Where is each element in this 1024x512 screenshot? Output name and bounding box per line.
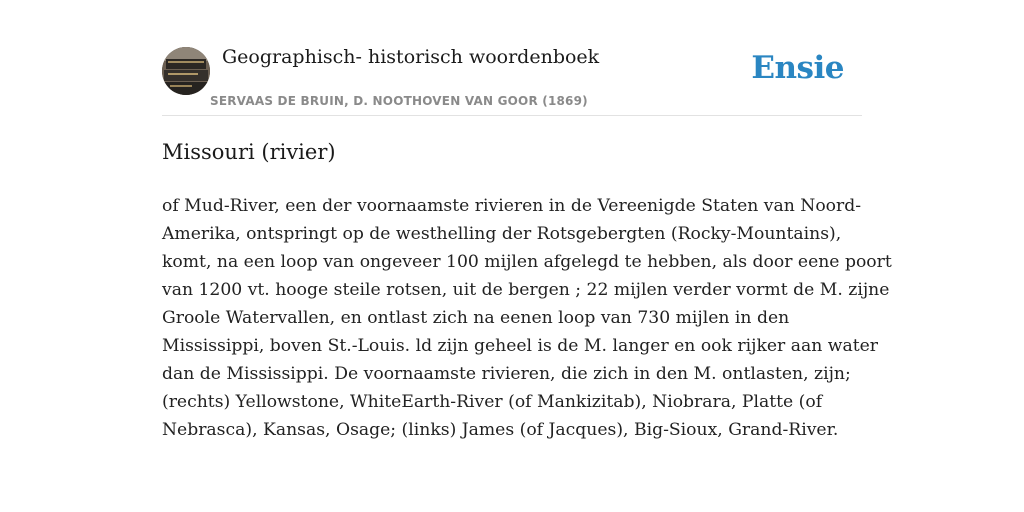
entry-line: of Mud-River, een der voornaamste rivieren in de Vereenigde Staten van Noord- [162,196,862,216]
entry-line: van 1200 vt. hooge steile rotsen, uit de bergen ; 22 mijlen verder vormt de M. zijne [162,280,890,300]
entry-line: Groole Watervallen, en ontlast zich na eenen loop van 730 mijlen in den [162,308,790,328]
entry-title: Missouri (rivier) [162,140,336,164]
entry-line: Amerika, ontspringt op de westhelling der Rotsgebergten (Rocky-Mountains), [162,224,842,244]
entry-body [162,192,892,444]
book-header [162,44,862,116]
entry-line: dan de Mississippi. De voornaamste rivieren, die zich in den M. ontlasten, zijn; [162,364,851,384]
book-cover-icon[interactable] [162,47,210,95]
entry-line: komt, na een loop van ongeveer 100 mijlen afgelegd te hebben, als door eene poort [162,252,892,272]
entry-line: Mississippi, boven St.-Louis. ld zijn geheel is de M. langer en ook rijker aan water [162,336,878,356]
entry-line: Nebrasca), Kansas, Osage; (links) James (of Jacques), Big-Sioux, Grand-River. [162,420,839,440]
ensie-logo[interactable]: Ensie [751,50,844,86]
entry-line: (rechts) Yellowstone, WhiteEarth-River (of Mankizitab), Niobrara, Platte (of [162,392,823,412]
book-title[interactable]: Geographisch- historisch woordenboek [222,46,600,68]
book-authors: SERVAAS DE BRUIN, D. NOOTHOVEN VAN GOOR (1869) [210,94,588,108]
